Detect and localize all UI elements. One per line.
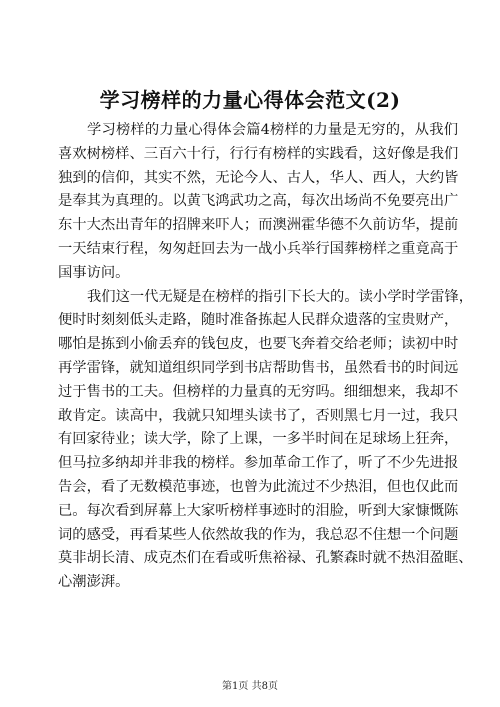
paragraph-line: 敢肯定。读高中，我就只知埋头读书了，否则黑七月一过，我只 xyxy=(58,407,459,424)
paragraph-line: 已。每次看到屏幕上大家听榜样事迹时的泪脸，听到大家慷慨陈 xyxy=(58,502,459,519)
paragraph-line: 有回家待业；读大学，除了上课，一多半时间在足球场上狂奔， xyxy=(58,431,459,448)
paragraph-line: 再学雷锋，就知道组织同学到书店帮助售书，虽然看书的时间远 xyxy=(58,359,459,376)
document-body xyxy=(58,119,474,595)
paragraph-line: 是奉其为真理的。以黄飞鸿武功之高，每次出场尚不免要亮出广 xyxy=(58,193,459,210)
paragraph-line: 过于售书的工夫。但榜样的力量真的无穷吗。细细想来，我却不 xyxy=(58,383,459,400)
page-footer: 第1页 共8页 xyxy=(222,681,278,692)
paragraph-line: 学习榜样的力量心得体会篇4榜样的力量是无穷的，从我们 xyxy=(87,122,458,138)
paragraph-2 xyxy=(58,286,474,595)
paragraph-1 xyxy=(58,119,458,286)
paragraph-line: 东十大杰出青年的招牌来吓人；而澳洲霍华德不久前访华，提前 xyxy=(58,217,459,234)
paragraph-line: 词的感受，再看某些人依然故我的作为，我总忍不住想一个问题 xyxy=(58,526,459,543)
paragraph-line: 独到的信仰，其实不然，无论今人、古人，华人、西人，大约皆 xyxy=(58,169,459,186)
paragraph-line: 心潮澎湃。 xyxy=(58,574,130,591)
paragraph-line: 莫非胡长清、成克杰们在看或听焦裕禄、孔繁森时就不热泪盈眶、 xyxy=(58,550,473,567)
paragraph-line: 我们这一代无疑是在榜样的指引下长大的。读小学时学雷锋， xyxy=(87,288,474,305)
paragraph-line: 哪怕是拣到小偷丢弃的钱包皮，也要飞奔着交给老师；读初中时 xyxy=(58,336,459,353)
paragraph-line: 一天结束行程，匆匆赶回去为一战小兵举行国葬榜样之重竟高于 xyxy=(58,240,459,257)
document-title: 学习榜样的力量心得体会范文(2) xyxy=(99,88,401,112)
paragraph-line: 喜欢树榜样、三百六十行，行行有榜样的实践看，这好像是我们 xyxy=(58,145,459,162)
paragraph-line: 但马拉多纳却并非我的榜样。参加革命工作了，听了不少先进报 xyxy=(58,455,459,472)
paragraph-line: 国事访问。 xyxy=(58,264,130,281)
paragraph-line: 告会，看了无数模范事迹，也曾为此流过不少热泪，但也仅此而 xyxy=(58,478,459,495)
paragraph-line: 便时时刻刻低头走路，随时准备拣起人民群众遗落的宝贵财产， xyxy=(58,312,459,329)
